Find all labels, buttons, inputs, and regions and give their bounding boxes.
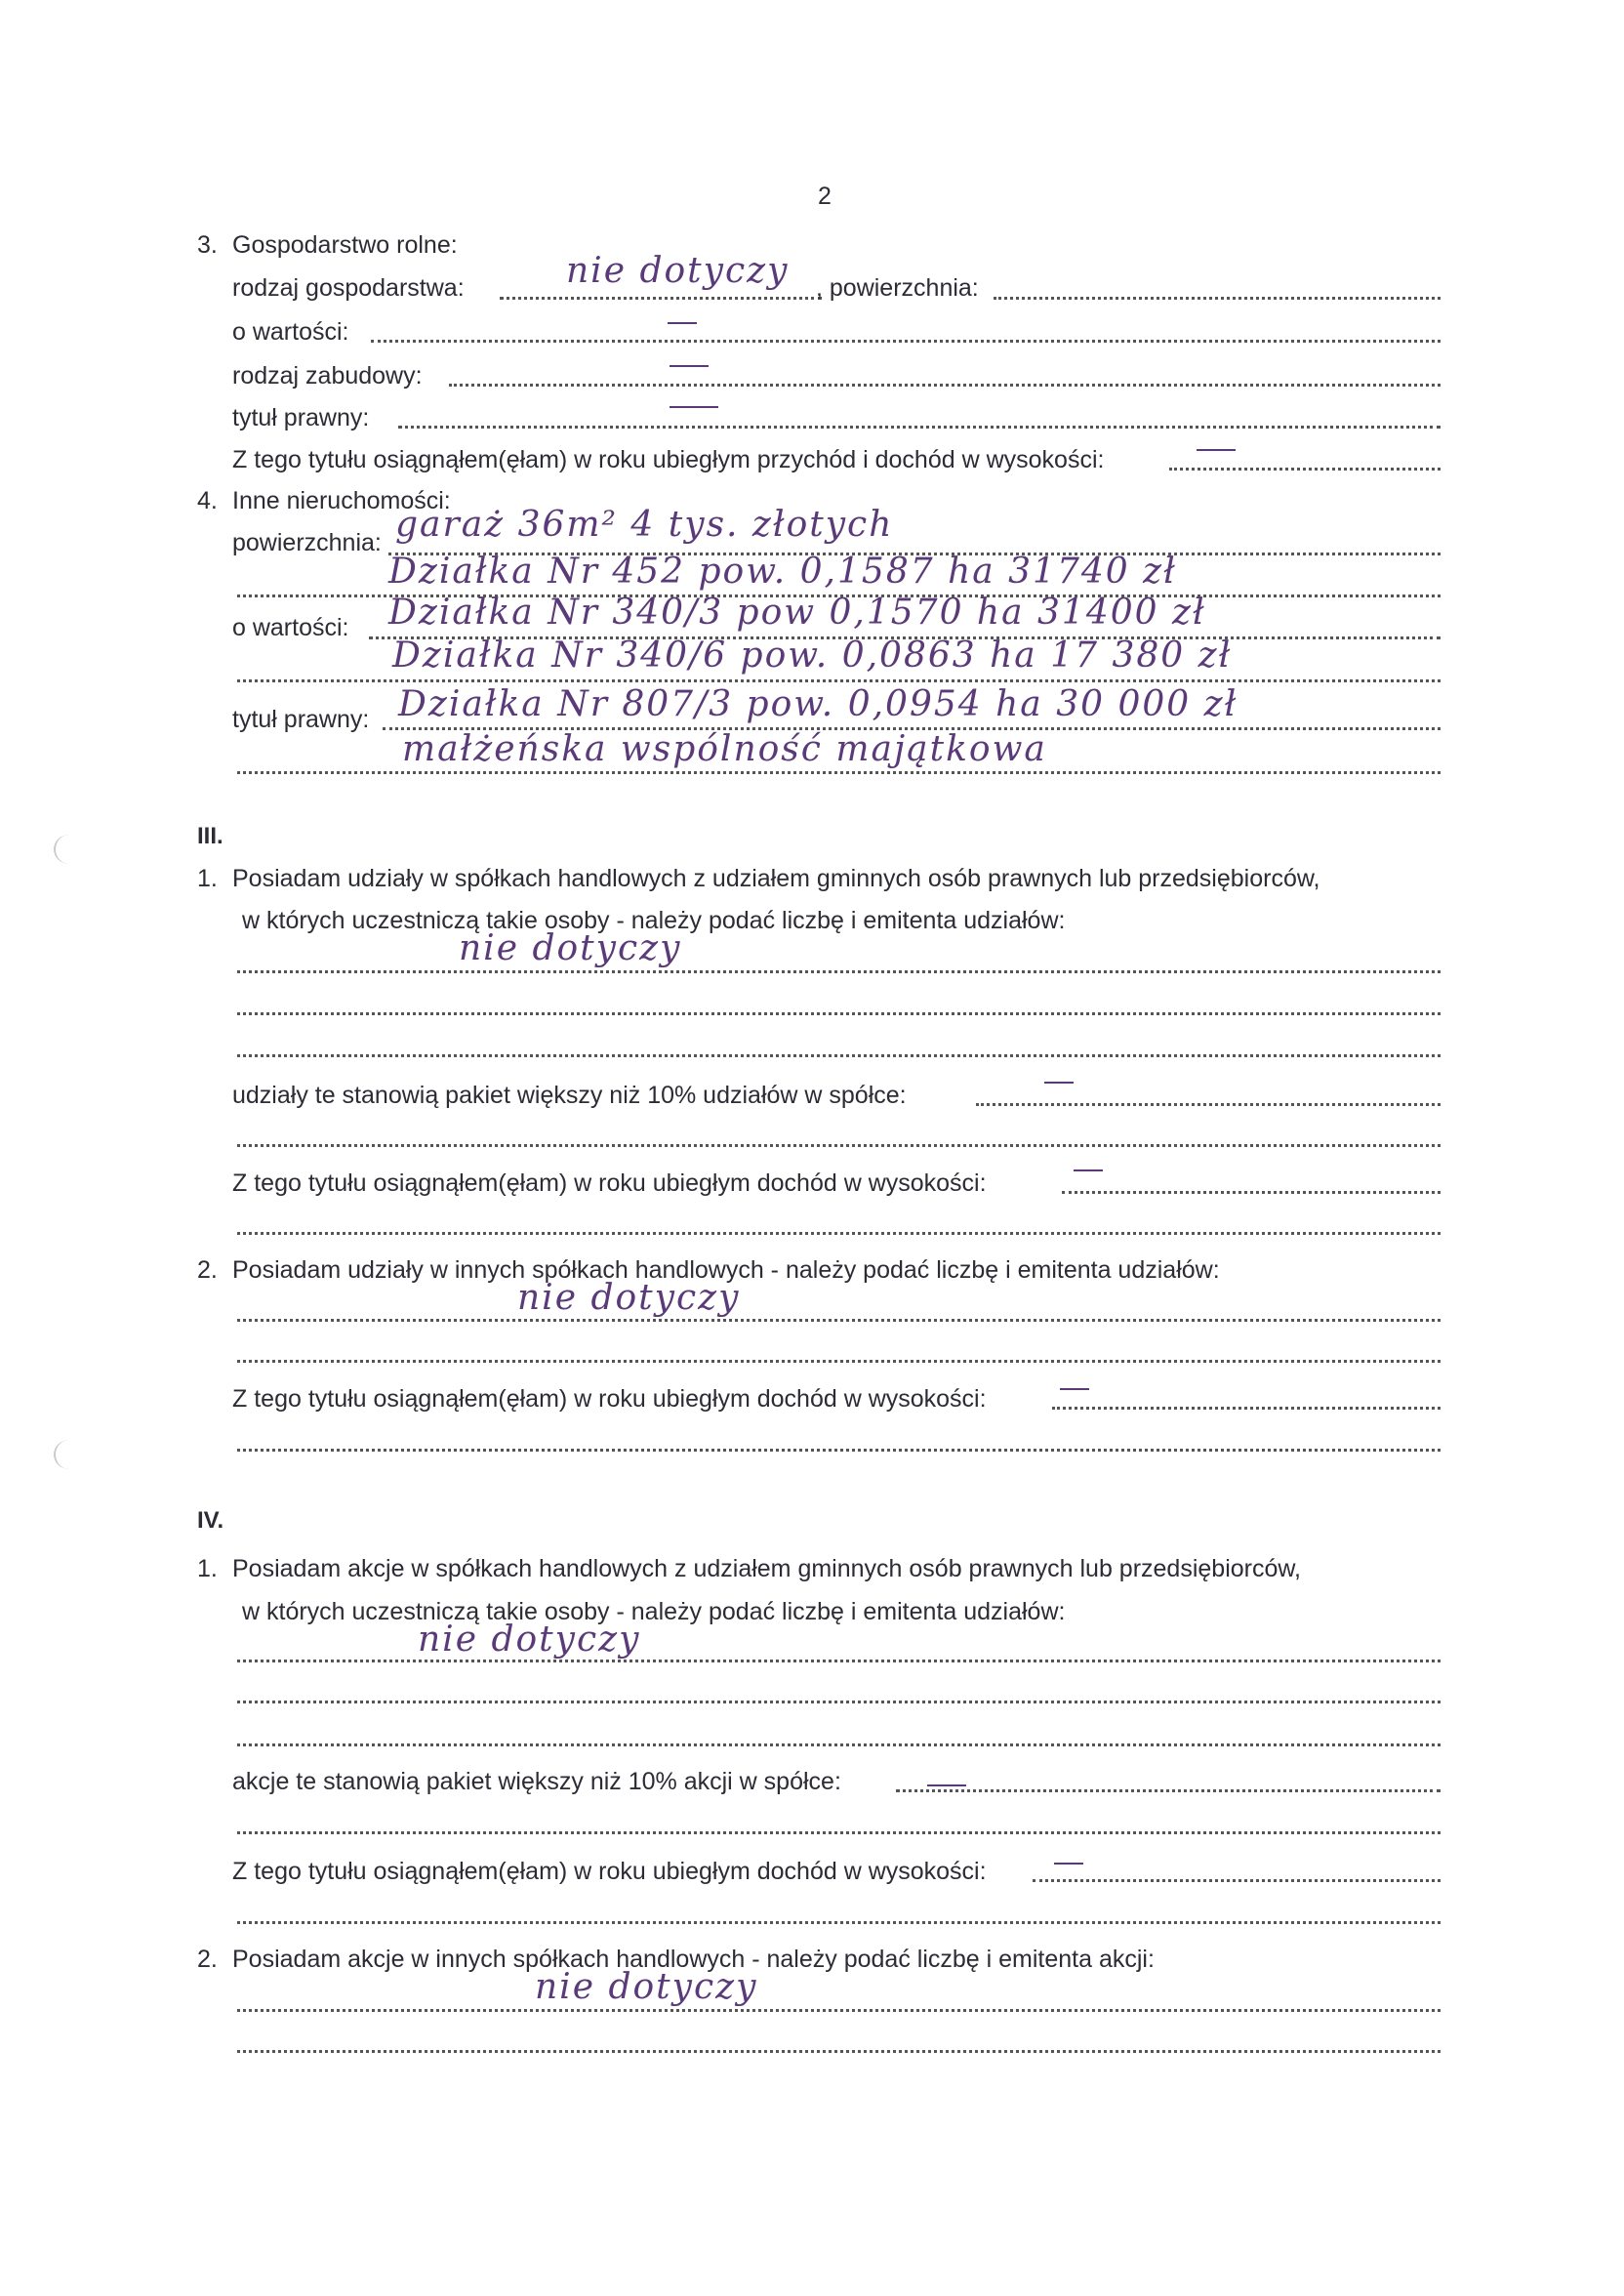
section-IV-item2-dots-1 bbox=[237, 2009, 1441, 2012]
section-IV-item1-dots-3 bbox=[237, 1743, 1441, 1746]
section-III-item1-dots-4 bbox=[237, 1144, 1441, 1147]
other-property-handwritten-6: małżeńska wspólność majątkowa bbox=[402, 729, 1047, 769]
section-III-item1-dots-5 bbox=[237, 1232, 1441, 1235]
section-III-item1-packet-dots bbox=[976, 1103, 1441, 1106]
section-III-item1-income-dash bbox=[1074, 1169, 1103, 1171]
section-IV-item2-line1: Posiadam akcje w innych spółkach handlowych - należy podać liczbę i emitenta akcji: bbox=[232, 1946, 1155, 1973]
section-IV-item1-income-label: Z tego tytułu osiągnąłem(ęłam) w roku ubiegłym dochód w wysokości: bbox=[232, 1858, 987, 1885]
section-IV-item2-dots-2 bbox=[237, 2050, 1441, 2053]
other-property-dots-6 bbox=[237, 771, 1441, 774]
section-III-item2-dots-3 bbox=[237, 1449, 1441, 1452]
section-III-item1-dots-3 bbox=[237, 1054, 1441, 1057]
section-III-item1-number: 1. bbox=[197, 865, 218, 892]
other-property-area-label: powierzchnia: bbox=[232, 529, 382, 556]
farm-building-label: rodzaj zabudowy: bbox=[232, 362, 423, 390]
farm-title-dash bbox=[670, 406, 718, 408]
farm-title-label: tytuł prawny: bbox=[232, 404, 370, 431]
section-III-item1-income-label: Z tego tytułu osiągnąłem(ęłam) w roku ubiegłym dochód w wysokości: bbox=[232, 1169, 987, 1197]
other-property-title-label: tytuł prawny: bbox=[232, 706, 370, 733]
farm-type-handwritten: nie dotyczy bbox=[566, 251, 790, 291]
scan-edge-mark bbox=[54, 835, 85, 864]
section-III-item2-handwritten: nie dotyczy bbox=[517, 1278, 741, 1318]
farm-building-dots bbox=[449, 384, 1441, 387]
section-IV-item1-income-dots bbox=[1033, 1879, 1441, 1882]
section-III-item2-number: 2. bbox=[197, 1256, 218, 1284]
section-III-item1-packet-label: udziały te stanowią pakiet większy niż 10% udziałów w spółce: bbox=[232, 1082, 907, 1109]
section-III-item2-income-dash bbox=[1060, 1388, 1089, 1390]
farm-income-label: Z tego tytułu osiągnąłem(ęłam) w roku ubiegłym przychód i dochód w wysokości: bbox=[232, 446, 1105, 473]
section-IV-item1-line1: Posiadam akcje w spółkach handlowych z udziałem gminnych osób prawnych lub przedsiębiorców, bbox=[232, 1555, 1302, 1582]
section-IV-item1-dots-2 bbox=[237, 1701, 1441, 1703]
section-IV-item1-packet-dash bbox=[927, 1784, 966, 1786]
section-III-item1-dots-2 bbox=[237, 1012, 1441, 1015]
other-property-value-label: o wartości: bbox=[232, 614, 349, 641]
other-property-handwritten-1: garaż 36m² 4 tys. złotych bbox=[395, 505, 894, 545]
other-property-heading: Inne nieruchomości: bbox=[232, 487, 451, 514]
section-III-item1-handwritten: nie dotyczy bbox=[459, 928, 682, 968]
farm-value-dash bbox=[668, 322, 697, 324]
other-property-dots-4 bbox=[237, 679, 1441, 682]
other-property-handwritten-5: Działka Nr 807/3 pow. 0,0954 ha 30 000 zł bbox=[398, 684, 1238, 724]
section-IV-item1-packet-label: akcje te stanowią pakiet większy niż 10% akcji w spółce: bbox=[232, 1768, 841, 1795]
other-property-handwritten-3: Działka Nr 340/3 pow 0,1570 ha 31400 zł bbox=[388, 593, 1206, 633]
other-property-handwritten-2: Działka Nr 452 pow. 0,1587 ha 31740 zł bbox=[388, 552, 1177, 592]
farm-area-dots bbox=[994, 297, 1441, 300]
farm-value-dots bbox=[371, 340, 1441, 343]
section-IV-item1-dots-1 bbox=[237, 1660, 1441, 1662]
section-IV-item1-dots-5 bbox=[237, 1921, 1441, 1924]
section-IV-item1-number: 1. bbox=[197, 1555, 218, 1582]
section-IV-item1-packet-dots bbox=[896, 1789, 1441, 1792]
section-IV-item1-income-dash bbox=[1054, 1863, 1083, 1865]
section-III-item1-line2: w których uczestniczą takie osoby - należy podać liczbę i emitenta udziałów: bbox=[242, 907, 1066, 934]
page-number: 2 bbox=[818, 183, 832, 210]
farm-building-dash bbox=[670, 365, 709, 367]
section-III-item1-line1: Posiadam udziały w spółkach handlowych z udziałem gminnych osób prawnych lub przedsiębiorców, bbox=[232, 865, 1320, 892]
section-IV-label: IV. bbox=[197, 1507, 224, 1534]
other-property-handwritten-4: Działka Nr 340/6 pow. 0,0863 ha 17 380 zł bbox=[392, 636, 1233, 676]
farm-value-label: o wartości: bbox=[232, 318, 349, 346]
farm-number: 3. bbox=[197, 231, 218, 259]
section-III-item2-dots-1 bbox=[237, 1319, 1441, 1322]
farm-type-label: rodzaj gospodarstwa: bbox=[232, 274, 465, 302]
farm-title-dots bbox=[398, 426, 1441, 429]
farm-heading: Gospodarstwo rolne: bbox=[232, 231, 458, 259]
section-III-item2-income-label: Z tego tytułu osiągnąłem(ęłam) w roku ubiegłym dochód w wysokości: bbox=[232, 1385, 987, 1413]
section-IV-item1-line2: w których uczestniczą takie osoby - należy podać liczbę i emitenta udziałów: bbox=[242, 1598, 1066, 1625]
farm-type-dots bbox=[500, 297, 822, 300]
farm-income-dots bbox=[1169, 468, 1441, 471]
section-III-item2-dots-2 bbox=[237, 1360, 1441, 1363]
farm-area-label: , powierzchnia: bbox=[816, 274, 979, 302]
section-III-item1-income-dots bbox=[1062, 1191, 1441, 1194]
section-III-label: III. bbox=[197, 823, 223, 849]
section-IV-item1-handwritten: nie dotyczy bbox=[418, 1620, 641, 1660]
section-III-item1-packet-dash bbox=[1044, 1082, 1074, 1084]
section-IV-item2-number: 2. bbox=[197, 1946, 218, 1973]
section-III-item2-income-dots bbox=[1052, 1407, 1441, 1410]
other-property-number: 4. bbox=[197, 487, 218, 514]
section-III-item2-line1: Posiadam udziały w innych spółkach handlowych - należy podać liczbę i emitenta udziałów: bbox=[232, 1256, 1220, 1284]
section-III-item1-dots-1 bbox=[237, 970, 1441, 973]
scan-edge-mark bbox=[54, 1440, 85, 1469]
section-IV-item1-dots-4 bbox=[237, 1831, 1441, 1834]
section-IV-item2-handwritten: nie dotyczy bbox=[535, 1967, 758, 2007]
farm-income-dash bbox=[1197, 449, 1236, 451]
